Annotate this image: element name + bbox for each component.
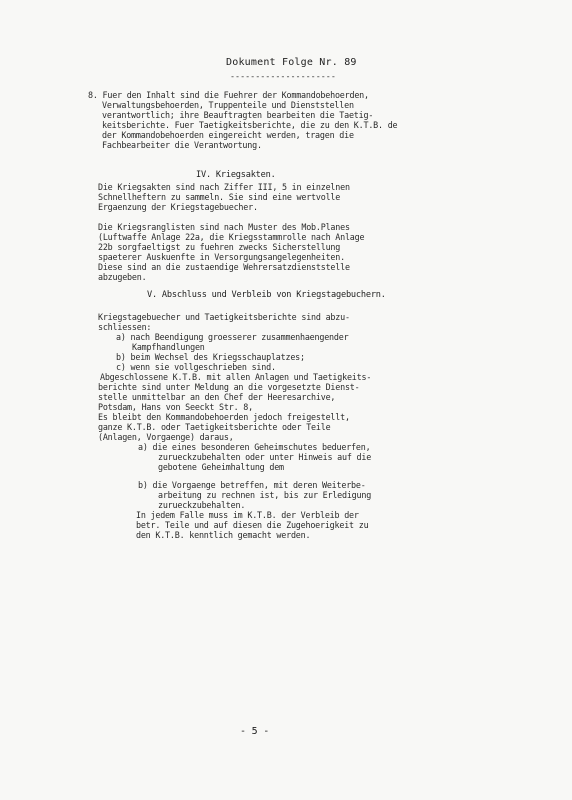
section5-line: gebotene Geheimhaltung dem	[158, 462, 284, 472]
section8-line: Fachbearbeiter die Verantwortung.	[102, 140, 262, 150]
section4-heading: IV. Kriegsakten.	[196, 170, 276, 180]
section5-line: schliessen:	[98, 322, 152, 332]
section8-line: verantwortlich; ihre Beauftragten bearbeiten die Taetig-	[102, 110, 374, 120]
document-title: Dokument Folge Nr. 89	[226, 57, 357, 68]
section8-line: Verwaltungsbehoerden, Truppenteile und Dienststellen	[102, 100, 354, 110]
section5-line: arbeitung zu rechnen ist, bis zur Erledigung	[158, 490, 372, 500]
section4-para2-line: Diese sind an die zustaendige Wehrersatzdienststelle	[98, 262, 350, 272]
section5-line: Kriegstagebuecher und Taetigkeitsberichte sind abzu-	[98, 312, 350, 322]
section5-line: ganze K.T.B. oder Taetigkeitsberichte oder Teile	[98, 422, 331, 432]
section5-line: Abgeschlossene K.T.B. mit allen Anlagen und Taetigkeits-	[100, 372, 372, 382]
section5-line: betr. Teile und auf diesen die Zugehoerigkeit zu	[136, 520, 369, 530]
section4-para2-line: Die Kriegsranglisten sind nach Muster des Mob.Planes	[98, 222, 350, 232]
section5-line: zurueckzubehalten oder unter Hinweis auf die	[158, 452, 372, 462]
section5-line: b) beim Wechsel des Kriegsschauplatzes;	[116, 352, 305, 362]
section8-line: keitsberichte. Fuer Taetigkeitsberichte, die zu den K.T.B. de	[102, 120, 398, 130]
section4-para2-line: spaeterer Auskuenfte in Versorgungsangelegenheiten.	[98, 252, 345, 262]
section8-line: der Kommandobehoerden eingereicht werden, tragen die	[102, 130, 354, 140]
section5-line: berichte sind unter Meldung an die vorgesetzte Dienst-	[98, 382, 360, 392]
section5-line: den K.T.B. kenntlich gemacht werden.	[136, 530, 311, 540]
section4-para2-line: 22b sorgfaeltigst zu fuehren zwecks Sicherstellung	[98, 242, 341, 252]
section5-line: zurueckzubehalten.	[158, 500, 246, 510]
section5-line: b) die Vorgaenge betreffen, mit deren Weiterbe-	[138, 480, 366, 490]
section5-line: Kampfhandlungen	[132, 342, 205, 352]
section5-heading: V. Abschluss und Verbleib von Kriegstagebuchern.	[147, 290, 386, 300]
page-number: - 5 -	[240, 726, 270, 737]
section4-line: Die Kriegsakten sind nach Ziffer III, 5 in einzelnen	[98, 182, 350, 192]
section5-line: a) die eines besonderen Geheimschutes beduerfen,	[138, 442, 371, 452]
title-underline: ---------------------	[230, 71, 336, 81]
section8-line: 8. Fuer den Inhalt sind die Fuehrer der Kommandobehoerden,	[88, 90, 369, 100]
section5-line: In jedem Falle muss im K.T.B. der Verbleib der	[136, 510, 359, 520]
section5-line: (Anlagen, Vorgaenge) daraus,	[98, 432, 234, 442]
section5-line: Es bleibt den Kommandobehoerden jedoch freigestellt,	[98, 412, 350, 422]
section4-line: Ergaenzung der Kriegstagebuecher.	[98, 202, 258, 212]
section5-line: c) wenn sie vollgeschrieben sind.	[116, 362, 276, 372]
section5-line: a) nach Beendigung groesserer zusammenhaengender	[116, 332, 349, 342]
section4-para2-line: abzugeben.	[98, 272, 147, 282]
section4-line: Schnellheftern zu sammeln. Sie sind eine wertvolle	[98, 192, 341, 202]
section5-line: Potsdam, Hans von Seeckt Str. 8,	[98, 402, 253, 412]
section4-para2-line: (Luftwaffe Anlage 22a, die Kriegsstammrolle nach Anlage	[98, 232, 365, 242]
section5-line: stelle unmittelbar an den Chef der Heeresarchive,	[98, 392, 336, 402]
